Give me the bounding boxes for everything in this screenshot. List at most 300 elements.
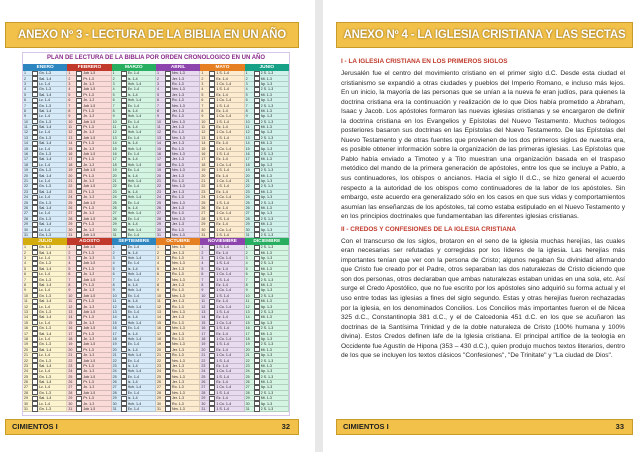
checkbox-icon <box>121 406 127 411</box>
reading-reference: 1 Co. 1-4 <box>216 369 232 374</box>
day-number: 13 <box>201 135 206 140</box>
reading-reference: Is. 1-4 <box>127 141 138 146</box>
day-number: 6 <box>156 98 159 103</box>
day-number: 22 <box>245 358 250 363</box>
reading-reference: Ex. 1-4 <box>127 309 140 314</box>
right-page-number: 33 <box>615 422 624 431</box>
day-number: 24 <box>245 195 250 200</box>
day-number: 20 <box>24 173 28 178</box>
reading-reference: Ez. 1-4 <box>216 299 228 304</box>
reading-reference: Ez. 1-4 <box>216 315 228 320</box>
reading-reference: Ez. 1-4 <box>216 189 228 194</box>
reading-reference: Ez. 1-4 <box>216 266 228 271</box>
day-number: 27 <box>156 211 161 216</box>
reading-reference: Ez. 1-4 <box>216 331 228 336</box>
reading-reference: Ex. 1-4 <box>127 103 140 108</box>
day-number: 25 <box>245 374 250 379</box>
day-number: 23 <box>24 363 28 368</box>
reading-reference: Ex. 1-4 <box>127 277 140 282</box>
day-number: 26 <box>156 205 161 210</box>
day-number: 8 <box>112 108 115 113</box>
reading-reference: Ex. 1-4 <box>127 374 140 379</box>
day-number: 12 <box>156 130 161 135</box>
reading-reference: Jn. 1-3 <box>83 195 95 200</box>
reading-reference: Mt. 1-3 <box>260 76 272 81</box>
reading-reference: Ex. 1-4 <box>127 216 140 221</box>
day-number: 7 <box>112 277 115 282</box>
reading-reference: 2 S. 1-3 <box>260 152 274 157</box>
day-number: 23 <box>201 363 206 368</box>
reading-reference: Mt. 1-3 <box>260 266 272 271</box>
day-number: 9 <box>24 288 26 293</box>
day-number: 11 <box>24 125 28 130</box>
reading-reference: Lc. 1-4 <box>39 336 50 341</box>
day-number: 23 <box>112 189 117 194</box>
reading-reference: 2 S. 1-3 <box>260 245 274 250</box>
reading-reference: Is. 1-4 <box>127 250 138 255</box>
day-number: 8 <box>112 283 115 288</box>
day-number: 7 <box>201 103 204 108</box>
reading-reference: Sal. 1-4 <box>39 205 52 210</box>
month-header: JULIO <box>23 238 67 245</box>
reading-reference: Hch. 1-4 <box>127 81 142 86</box>
day-number: 24 <box>24 369 28 374</box>
day-number: 11 <box>112 125 117 130</box>
reading-reference: Ex. 1-4 <box>127 326 140 331</box>
day-number: 5 <box>24 266 26 271</box>
reading-reference: Nm. 1-3 <box>171 152 185 157</box>
reading-reference: Ro. 1-3 <box>171 162 184 167</box>
day-number: 8 <box>245 108 248 113</box>
reading-reference: 1 Co. 1-4 <box>216 98 232 103</box>
reading-reference: Pr. 1-3 <box>83 125 94 130</box>
right-page <box>323 0 638 452</box>
day-number: 15 <box>245 146 250 151</box>
reading-reference: Jn. 1-3 <box>83 98 95 103</box>
day-number: 18 <box>201 336 206 341</box>
reading-reference: Pr. 1-3 <box>83 108 94 113</box>
reading-reference: Ex. 1-4 <box>127 245 140 250</box>
reading-reference: Sal. 1-4 <box>39 92 52 97</box>
reading-reference: 2 S. 1-3 <box>260 71 274 76</box>
reading-reference: Gn. 1-3 <box>39 119 51 124</box>
reading-reference: Gn. 1-3 <box>39 135 51 140</box>
reading-reference: Lc. 1-4 <box>39 369 50 374</box>
day-number: 11 <box>68 125 73 130</box>
day-number: 3 <box>68 256 71 261</box>
day-number: 10 <box>112 119 117 124</box>
day-number: 10 <box>156 119 161 124</box>
reading-reference: Nm. 1-3 <box>171 342 185 347</box>
day-number: 17 <box>24 331 28 336</box>
day-number: 26 <box>245 205 250 210</box>
day-number: 8 <box>201 108 204 113</box>
day-number: 29 <box>24 222 28 227</box>
reading-reference: Sal. 1-4 <box>39 173 52 178</box>
reading-day-cell <box>200 407 244 412</box>
reading-reference: Gn. 1-3 <box>39 374 51 379</box>
day-number: 2 <box>201 250 204 255</box>
day-number: 17 <box>68 157 73 162</box>
reading-reference: Gn. 1-3 <box>39 261 51 266</box>
day-number: 14 <box>201 315 206 320</box>
reading-reference: 1 Co. 1-4 <box>216 179 232 183</box>
day-number: 29 <box>156 396 161 401</box>
section-2-paragraph: Con el transcurso de los siglos, brotaron en el seno de la iglesia muchas herejías, las cuales eran necesarias ser refutadas y corregidas por los líderes de la iglesia. Las herejías más importantes tenían que ver con la persona de Cristo; algunos negaban Su divinidad afirmando que Cristo fue creado por el Padre, otros separaban las dos naturalezas de Cristo diciendo que son dos personas, otros declaraban que ambas naturalezas estaban unidas en una sola, etc. Así surge el Credo Apostólico, que no fue escrito por los apóstoles sino adquirió su forma actual y el uso entre todas las iglesias a fines del siglo segundo. Estas y otras herejías fueron rechazadas por la iglesia, en los denominados Concilios. Los Concilios más importantes fueron el de Nicea 325 d.C., Constantinopla 381 d.C., y el de Calcedonia 451 d.C. en los que se acuñaron las doctrinas de la Santísima Trinidad y de la doble naturaleza de Cristo (100% humana y 100% divina). Estos Credos definen lafe de la Iglesia cristiana. El principal artífice de la teología en Occidente fue Agustín de Hipona (353 – 430 d.C.), quien produjo muchos textos literarios, dentro de los que se incluyen los textos clásicos "Confesiones", "De Trinitate" y "La ciudad de Dios". <box>341 237 625 360</box>
reading-reference: Jer. 1-3 <box>171 173 184 178</box>
reading-reference: Ap. 1-3 <box>260 256 273 261</box>
reading-reference: Mt. 1-3 <box>260 173 272 178</box>
reading-reference: 1 S. 1-4 <box>216 293 229 298</box>
reading-reference: Ro. 1-3 <box>171 336 184 341</box>
reading-reference: Jn. 1-3 <box>83 272 95 277</box>
month-header: MARZO <box>112 64 156 71</box>
reading-reference: 1 Co. 1-4 <box>216 304 232 309</box>
day-number: 31 <box>24 232 28 237</box>
day-number: 21 <box>245 353 250 358</box>
reading-day-cell <box>245 407 289 412</box>
day-number: 31 <box>156 407 161 412</box>
day-number: 20 <box>112 347 117 352</box>
reading-reference: Jn. 1-3 <box>83 401 95 406</box>
day-number: 20 <box>156 347 161 352</box>
reading-reference: Ro. 1-3 <box>171 195 184 200</box>
day-number: 5 <box>112 92 115 97</box>
reading-reference: 1 Co. 1-4 <box>216 195 232 200</box>
checkbox-icon <box>121 232 127 237</box>
day-number: 26 <box>112 205 117 210</box>
left-footer <box>5 419 299 435</box>
day-number: 9 <box>245 114 248 119</box>
day-number: 1 <box>156 245 159 250</box>
reading-reference: Sal. 1-4 <box>39 141 52 146</box>
day-number: 4 <box>68 261 71 266</box>
reading-reference: Ro. 1-3 <box>171 179 184 183</box>
day-number: 6 <box>201 98 204 103</box>
reading-reference: 2 S. 1-3 <box>260 358 274 363</box>
day-number: 12 <box>245 304 250 309</box>
reading-reference: Ro. 1-3 <box>171 385 184 390</box>
day-number: 10 <box>24 119 28 124</box>
day-number: 11 <box>156 125 161 130</box>
reading-reference: Nm. 1-3 <box>171 119 185 124</box>
day-number: 21 <box>112 179 117 183</box>
reading-reference: Ez. 1-4 <box>216 380 228 385</box>
reading-reference: Jn. 1-3 <box>83 81 95 86</box>
day-number: 27 <box>68 211 73 216</box>
reading-reference: Jer. 1-3 <box>171 396 184 401</box>
day-number: 12 <box>245 130 250 135</box>
day-number: 18 <box>112 162 117 167</box>
reading-reference: 1 S. 1-4 <box>216 103 229 108</box>
day-number: 29 <box>245 222 250 227</box>
reading-reference: Ro. 1-3 <box>171 401 184 406</box>
day-number: 23 <box>112 363 117 368</box>
reading-reference: Job 1-5 <box>83 184 96 189</box>
right-footer <box>336 419 633 435</box>
reading-reference: Is. 1-4 <box>127 92 138 97</box>
day-number: 19 <box>245 168 250 173</box>
reading-reference: Ex. 1-4 <box>127 168 140 173</box>
reading-reference: 2 S. 1-3 <box>260 168 274 173</box>
reading-reference: Mt. 1-3 <box>260 315 272 320</box>
left-page <box>0 0 315 452</box>
reading-reference: 1 S. 1-4 <box>216 184 229 189</box>
day-number: 12 <box>24 304 28 309</box>
reading-reference: Job 1-5 <box>83 261 96 266</box>
day-number: 26 <box>68 380 73 385</box>
reading-reference: Ex. 1-4 <box>127 184 140 189</box>
day-number: 4 <box>201 261 204 266</box>
day-number: 28 <box>201 390 206 395</box>
reading-reference: Ap. 1-3 <box>260 227 273 232</box>
day-number: 9 <box>68 288 71 293</box>
reading-reference: 1 S. 1-4 <box>216 232 229 237</box>
day-number: 20 <box>156 173 161 178</box>
reading-reference: Nm. 1-3 <box>171 184 185 189</box>
reading-reference: 2 S. 1-3 <box>260 407 274 412</box>
day-number: 3 <box>245 81 248 86</box>
reading-reference: Ap. 1-3 <box>260 98 273 103</box>
day-number: 2 <box>24 76 26 81</box>
day-number: 24 <box>156 369 161 374</box>
day-number: 1 <box>24 71 26 76</box>
day-number: 27 <box>245 211 250 216</box>
checkbox-icon <box>254 232 260 237</box>
right-banner-title: ANEXO Nº 4 - LA IGLESIA CRISTIANA Y LAS SECTAS <box>336 22 633 48</box>
month-header: MAYO <box>200 64 244 71</box>
reading-reference: 1 S. 1-4 <box>216 216 229 221</box>
day-number: 16 <box>112 152 117 157</box>
day-number: 8 <box>24 108 26 113</box>
day-number: 7 <box>245 277 248 282</box>
day-number: 14 <box>112 315 117 320</box>
day-number: 22 <box>112 358 117 363</box>
reading-reference: Mt. 1-3 <box>260 299 272 304</box>
reading-reference: Jer. 1-3 <box>171 363 184 368</box>
day-number: 1 <box>201 245 204 250</box>
day-number: 21 <box>245 179 250 183</box>
reading-reference: 1 S. 1-4 <box>216 390 229 395</box>
reading-reference: Job 1-5 <box>83 200 96 205</box>
reading-reference: Ro. 1-3 <box>171 114 184 119</box>
day-number: 31 <box>68 407 73 412</box>
reading-reference: Pr. 1-3 <box>83 141 94 146</box>
day-number: 25 <box>24 200 28 205</box>
reading-reference: Ez. 1-4 <box>216 92 228 97</box>
reading-reference: Nm. 1-3 <box>171 200 185 205</box>
reading-reference: Sal. 1-4 <box>39 125 52 130</box>
day-number: 25 <box>24 374 28 379</box>
day-number: 21 <box>68 353 73 358</box>
day-number: 19 <box>201 168 206 173</box>
reading-reference: Ez. 1-4 <box>216 283 228 288</box>
day-number: 8 <box>24 283 26 288</box>
day-number: 2 <box>156 250 159 255</box>
reading-reference: Lc. 1-4 <box>39 195 50 200</box>
day-number: 30 <box>112 227 117 232</box>
reading-reference: Ez. 1-4 <box>216 347 228 352</box>
day-number: 30 <box>68 227 73 232</box>
day-number: 26 <box>156 380 161 385</box>
day-number: 16 <box>245 326 250 331</box>
reading-reference: Is. 1-4 <box>127 347 138 352</box>
day-number: 2 <box>112 250 115 255</box>
day-number: 25 <box>112 374 117 379</box>
reading-reference: Lc. 1-4 <box>39 227 50 232</box>
reading-reference: Ap. 1-3 <box>260 304 273 309</box>
checkbox-icon <box>254 406 260 411</box>
reading-reference: Sal. 1-4 <box>39 283 52 288</box>
day-number: 20 <box>245 173 250 178</box>
reading-reference: Pr. 1-3 <box>83 331 94 336</box>
day-number: 14 <box>112 141 117 146</box>
reading-reference: Gn. 1-3 <box>39 200 51 205</box>
reading-reference: Pr. 1-3 <box>83 283 94 288</box>
day-number: 21 <box>201 179 206 183</box>
reading-reference: Lc. 1-4 <box>39 401 50 406</box>
reading-reference: Ro. 1-3 <box>171 98 184 103</box>
reading-reference: Is. 1-4 <box>127 125 138 130</box>
reading-reference: Pr. 1-3 <box>83 76 94 81</box>
reading-reference: Ex. 1-4 <box>127 119 140 124</box>
reading-reference: Gn. 1-3 <box>39 309 51 314</box>
day-number: 20 <box>201 173 206 178</box>
day-number: 20 <box>112 173 117 178</box>
day-number: 21 <box>68 179 73 183</box>
day-number: 27 <box>201 211 206 216</box>
day-number: 7 <box>156 277 159 282</box>
day-number: 3 <box>245 256 248 261</box>
reading-reference: Lc. 1-4 <box>39 256 50 261</box>
reading-reference: Ap. 1-3 <box>260 353 273 358</box>
reading-reference: Mt. 1-3 <box>260 331 272 336</box>
reading-reference: Nm. 1-3 <box>171 168 185 173</box>
day-number: 29 <box>201 222 206 227</box>
day-number: 7 <box>68 103 71 108</box>
reading-reference: Hch. 1-4 <box>127 353 142 358</box>
reading-reference: Is. 1-4 <box>127 173 138 178</box>
reading-reference: Sal. 1-4 <box>39 266 52 271</box>
reading-reference: Ex. 1-4 <box>127 135 140 140</box>
day-number: 26 <box>201 380 206 385</box>
reading-reference: Ap. 1-3 <box>260 81 273 86</box>
day-number: 13 <box>156 309 161 314</box>
day-number: 4 <box>245 87 248 92</box>
day-number: 14 <box>245 315 250 320</box>
reading-reference: Ex. 1-4 <box>127 342 140 347</box>
reading-reference: Nm. 1-3 <box>171 326 185 331</box>
day-number: 1 <box>245 245 248 250</box>
reading-reference: Ap. 1-3 <box>260 211 273 216</box>
day-number: 17 <box>201 157 206 162</box>
day-number: 14 <box>24 315 28 320</box>
day-number: 5 <box>68 266 71 271</box>
reading-reference: Ro. 1-3 <box>171 369 184 374</box>
reading-reference: Sal. 1-4 <box>39 189 52 194</box>
reading-reference: Lc. 1-4 <box>39 353 50 358</box>
reading-reference: 2 S. 1-3 <box>260 103 274 108</box>
day-number: 16 <box>24 326 28 331</box>
day-number: 2 <box>112 76 115 81</box>
day-number: 7 <box>156 103 159 108</box>
reading-reference: Job 1-5 <box>83 374 96 379</box>
day-number: 24 <box>245 369 250 374</box>
reading-reference: Jn. 1-3 <box>83 353 95 358</box>
reading-reference: Ex. 1-4 <box>127 200 140 205</box>
reading-reference: Nm. 1-3 <box>171 261 185 266</box>
reading-reference: Hch. 1-4 <box>127 288 142 293</box>
reading-reference: Hch. 1-4 <box>127 369 142 374</box>
reading-reference: Jn. 1-3 <box>83 179 95 183</box>
day-number: 18 <box>156 162 161 167</box>
day-number: 3 <box>68 81 71 86</box>
day-number: 26 <box>24 205 28 210</box>
day-number: 3 <box>112 81 115 86</box>
reading-reference: Jn. 1-3 <box>83 256 95 261</box>
day-number: 7 <box>68 277 71 282</box>
day-number: 9 <box>245 288 248 293</box>
reading-reference: Ez. 1-4 <box>216 396 228 401</box>
day-number: 21 <box>156 353 161 358</box>
day-number: 19 <box>156 342 161 347</box>
day-number: 19 <box>112 342 117 347</box>
reading-reference: Jer. 1-3 <box>171 92 184 97</box>
reading-reference: 2 S. 1-3 <box>260 216 274 221</box>
reading-reference: Nm. 1-3 <box>171 358 185 363</box>
day-number: 31 <box>201 232 206 237</box>
reading-reference: Ez. 1-4 <box>216 173 228 178</box>
day-number: 26 <box>201 205 206 210</box>
reading-reference: Hch. 1-4 <box>127 385 142 390</box>
reading-reference: 1 Co. 1-4 <box>216 336 232 341</box>
section-2-heading: II - CREDOS Y CONFESIONES DE LA IGLESIA CRISTIANA <box>341 225 517 233</box>
day-number: 27 <box>156 385 161 390</box>
reading-reference: 1 Co. 1-4 <box>216 353 232 358</box>
day-number: 15 <box>156 320 161 325</box>
day-number: 17 <box>68 331 73 336</box>
reading-reference: Is. 1-4 <box>127 331 138 336</box>
day-number: 15 <box>201 146 206 151</box>
day-number: 13 <box>245 309 250 314</box>
reading-reference: Jer. 1-3 <box>171 157 184 162</box>
reading-reference: Sal. 1-4 <box>39 299 52 304</box>
reading-reference: Job 1-5 <box>83 407 96 412</box>
day-number: 6 <box>201 272 204 277</box>
day-number: 29 <box>112 222 117 227</box>
reading-reference: Mt. 1-3 <box>260 205 272 210</box>
reading-reference: Hch. 1-4 <box>127 179 142 183</box>
reading-reference: 1 Co. 1-4 <box>216 81 232 86</box>
reading-reference: Nm. 1-3 <box>171 87 185 92</box>
day-number: 4 <box>24 87 26 92</box>
reading-reference: Hch. 1-4 <box>127 320 142 325</box>
day-number: 6 <box>68 98 71 103</box>
reading-reference: Mt. 1-3 <box>260 250 272 255</box>
reading-reference: Lc. 1-4 <box>39 81 50 86</box>
day-number: 30 <box>24 227 28 232</box>
reading-reference: Mt. 1-3 <box>260 108 272 113</box>
day-number: 12 <box>68 130 73 135</box>
day-number: 13 <box>24 135 28 140</box>
left-footer-book: CIMIENTOS I <box>12 422 58 431</box>
day-number: 22 <box>68 358 73 363</box>
day-number: 4 <box>68 87 71 92</box>
day-number: 21 <box>201 353 206 358</box>
reading-reference: 1 S. 1-4 <box>216 309 229 314</box>
reading-reference: Ap. 1-3 <box>260 162 273 167</box>
reading-reference: Gn. 1-3 <box>39 407 51 412</box>
